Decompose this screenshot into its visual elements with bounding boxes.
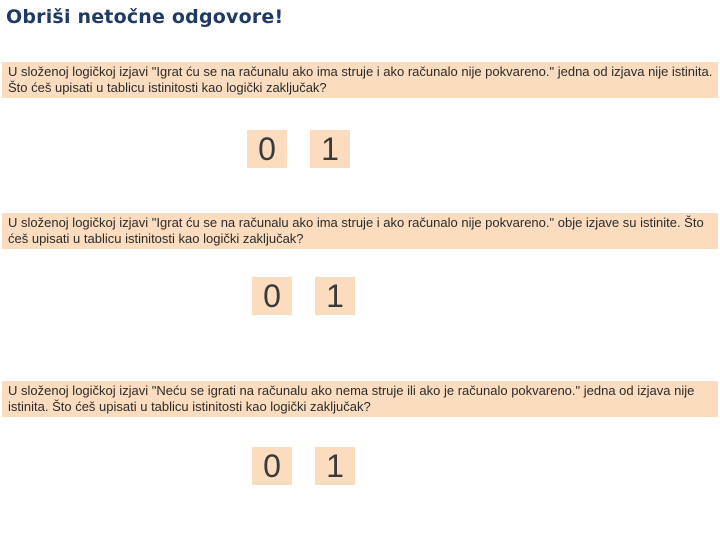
answer-0-button[interactable]: 0	[252, 447, 292, 485]
answer-0-button[interactable]: 0	[247, 130, 287, 168]
answer-1-button[interactable]: 1	[310, 130, 350, 168]
question-text-line: U složenoj logičkoj izjavi "Neću se igrati na računalu ako nema struje ili ako je računalo pokvareno." jedna od izjava nije	[8, 383, 695, 398]
question-text-line: ćeš upisati u tablicu istinitosti kao logički zaključak?	[8, 231, 304, 246]
page-title: Obriši netočne odgovore!	[6, 6, 284, 28]
question-2	[2, 213, 718, 249]
answer-0-button[interactable]: 0	[252, 277, 292, 315]
question-text-line: Što ćeš upisati u tablicu istinitosti kao logički zaključak?	[8, 80, 327, 95]
question-text-line: U složenoj logičkoj izjavi "Igrat ću se na računalu ako ima struje i ako računalo nije pokvareno." obje izjave su istinite. Što	[8, 215, 704, 230]
question-3	[2, 381, 718, 417]
answer-1-button[interactable]: 1	[315, 277, 355, 315]
question-text-line: istinita. Što ćeš upisati u tablicu istinitosti kao logički zaključak?	[8, 399, 371, 414]
question-1	[2, 62, 718, 98]
answer-1-button[interactable]: 1	[315, 447, 355, 485]
question-text-line: U složenoj logičkoj izjavi "Igrat ću se na računalu ako ima struje i ako računalo nije pokvareno." jedna od izjava nije istinita.	[8, 64, 712, 79]
